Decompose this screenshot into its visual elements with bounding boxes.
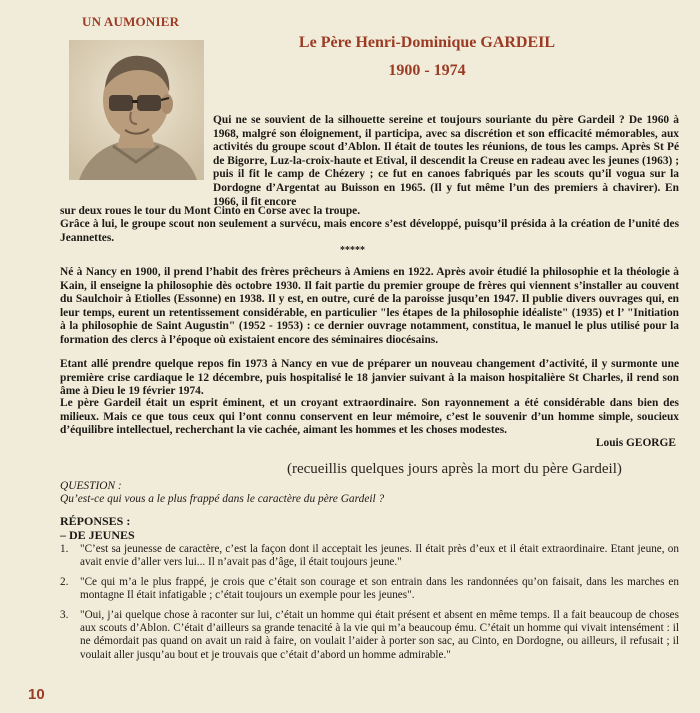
handwritten-note: (recueillis quelques jours après la mort du père Gardeil) xyxy=(287,461,622,477)
answer-text: "Oui, j’ai quelque chose à raconter sur lui, c’était un homme qui était présent et absent en même temps. Il a fait beaucoup de choses aux scouts d’Ablon. C’était d’ailleurs sa grande tenacité à la vie qui m’a beaucoup ému. C’était un homme qui vivait intensément : il ne démordait pas quand on avait un raid à faire, on voulait l’aider à porter son sac, au Cinto, en Dordogne, ou ailleurs, il refusait ; il voulait aller jusqu’au bout et je trouvais que c’était d’abord un homme admirable." xyxy=(80,608,679,661)
answer-number: 1. xyxy=(60,543,69,555)
question-text: Qu’est-ce qui vous a le plus frappé dans le caractère du père Gardeil ? xyxy=(60,493,385,505)
answer-number: 2. xyxy=(60,575,69,588)
answer-text: "Ce qui m’a le plus frappé, je crois que c’était son courage et son entrain dans les randonnées qu’on faisait, dans les marches en montagne Il était infatigable ; c’était toujours un exemple pour les jeunes". xyxy=(80,575,679,602)
article-title: Le Père Henri-Dominique GARDEIL xyxy=(298,34,556,51)
responses-label: RÉPONSES : xyxy=(60,514,131,528)
death-paragraph: Etant allé prendre quelque repos fin 1973 à Nancy en vue de préparer un nouveau changement d’activité, il y surmonte une première crise cardiaque le 12 décembre, puis hospitalisé le 18 janvier suivant à la maison hospitalière St Charles, il rend son âme à Dieu le 19 février 1974. xyxy=(60,358,679,398)
question-label: QUESTION : xyxy=(60,480,122,492)
answer-item xyxy=(60,543,679,570)
answer-item xyxy=(60,576,679,603)
answer-number: 3. xyxy=(60,608,69,621)
intro-paragraph-tail: sur deux roues le tour du Mont Cinto en Corse avec la troupe. xyxy=(60,205,361,217)
portrait-illustration xyxy=(69,40,204,180)
article-title-block xyxy=(282,32,572,82)
biography-paragraph: Né à Nancy en 1900, il prend l’habit des frères prêcheurs à Amiens en 1922. Après avoir étudié la philosophie et la théologie à Kain, il enseigne la philosophie dès octobre 1930. Il fait partie du premier groupe de frères qui viennent s’installer au couvent du Saulchoir à Etiolles (Essonne) en 1938. Il y est, en outre, curé de la paroisse jusqu’en 1947. Il publie divers ouvrages qui, en leur temps, eurent un retentissement considérable, en particulier "les étapes de la philosophie idéaliste" (1935) et l’ "Initiation à la philosophie de Saint Augustin" (1952 - 1953) : ce dernier ouvrage notamment, constitua, le manuel le plus utilisé pour la formation des clercs à l’époque où existaient encore des séminaires diocésains. xyxy=(60,266,679,346)
intro-paragraph: Qui ne se souvient de la silhouette sereine et toujours souriante du père Gardeil ? De 1960 à 1968, malgré son éloignement, il participa, avec sa discrétion et son efficacité mémorables, aux activités du groupe scout d’Ablon. Il était de toutes les réunions, de tous les camps. Après St Pé de Bigorre, Luz-la-croix-haute et Etival, il descendit la Creuse en radeau avec les jeunes (1963) ; puis il fit le camp de Chézery ; ce fut en canoes fabriqués par les scouts qu’il vogua sur la Dordogne d’Argentat au Buisson en 1965. (Il y fut même l’un des premiers à chavirer). En 1966, il fit encore xyxy=(213,114,679,208)
tribute-paragraph: Le père Gardeil était un esprit éminent, et un croyant extraordinaire. Son rayonnement a été considérable dans bien des milieux. Mais ce que tous ceux qui l’ont connu conservent en leur mémoire, c’est le souvenir d’un homme simple, soucieux d’équilibre intellectuel, recherchant la vie cachée, aimant les hommes et les choses modestes. xyxy=(60,397,679,437)
section-separator: ***** xyxy=(340,245,365,256)
article-years: 1900 - 1974 xyxy=(388,62,466,79)
grace-paragraph: Grâce à lui, le groupe scout non seulement a survécu, mais encore s’est développé, puisqu’il présida à la création de l’unité des Jeannettes. xyxy=(60,218,679,244)
answer-item xyxy=(60,609,679,663)
answer-text: "C’est sa jeunesse de caractère, c’est la façon dont il acceptait les jeunes. Il était près d’eux et il était extraordinaire. Etant jeune, on avait envie d’aller vers lui... Il n’avait pas d’âge, il était toujours jeune." xyxy=(80,543,679,569)
responses-group-label: – DE JEUNES xyxy=(60,528,135,542)
portrait-photo xyxy=(69,40,204,180)
section-kicker: UN AUMONIER xyxy=(82,14,180,29)
page-number: 10 xyxy=(28,686,45,703)
author-signature: Louis GEORGE xyxy=(595,437,676,449)
answers-list xyxy=(60,543,679,668)
